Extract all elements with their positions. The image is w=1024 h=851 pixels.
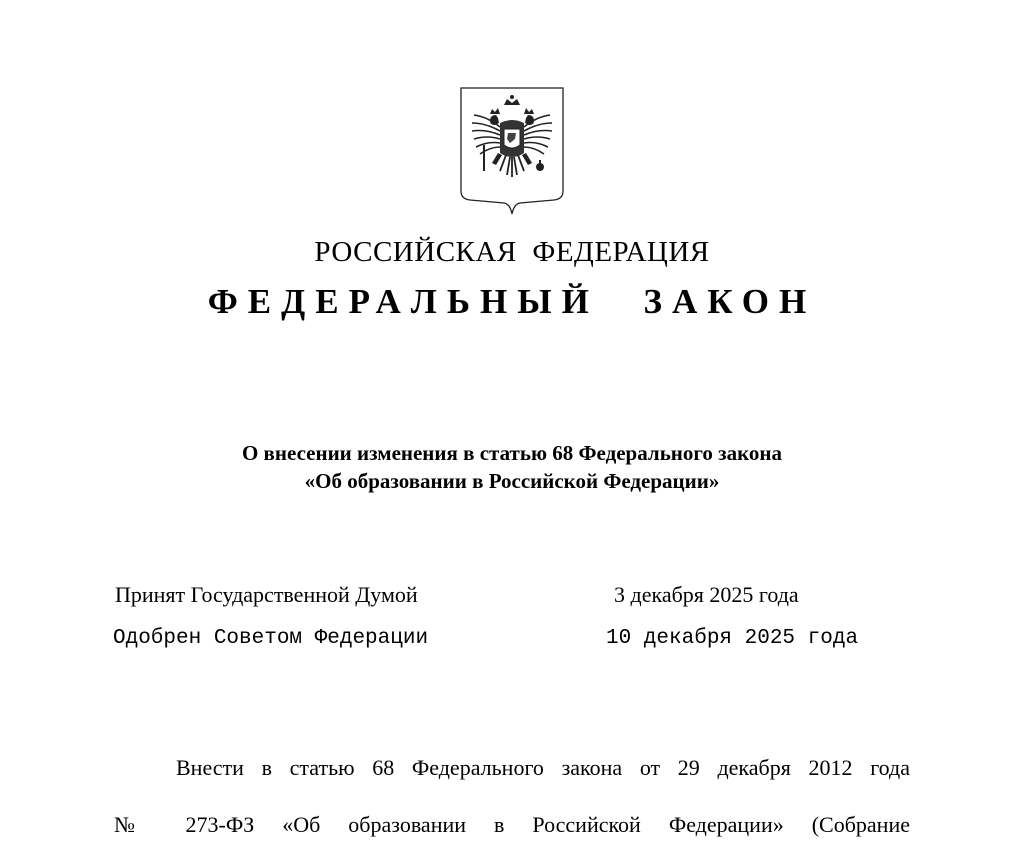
- body-text-line-1: Внести в статью 68 Федерального закона от 29 декабря 2012 года: [176, 755, 910, 780]
- law-title-line-2: «Об образовании в Российской Федерации»: [304, 469, 720, 493]
- approved-by-council-date: 10 декабря 2025 года: [606, 627, 859, 650]
- law-title: [0, 439, 1024, 495]
- law-title-line-1: О внесении изменения в статью 68 Федерального закона: [241, 441, 783, 465]
- approved-by-council-label: Одобрен Советом Федерации: [113, 627, 429, 650]
- body-text-line-2: № 273-ФЗ «Об образовании в Российской Федерации» (Собрание: [114, 812, 910, 837]
- country-name: РОССИЙСКАЯ ФЕДЕРАЦИЯ: [314, 236, 710, 268]
- adopted-by-duma-label: Принят Государственной Думой: [115, 582, 418, 607]
- adopted-by-duma-date: 3 декабря 2025 года: [614, 582, 799, 607]
- russian-coat-of-arms-icon: [460, 87, 564, 215]
- law-type-heading: ФЕДЕРАЛЬНЫЙ ЗАКОН: [207, 282, 817, 321]
